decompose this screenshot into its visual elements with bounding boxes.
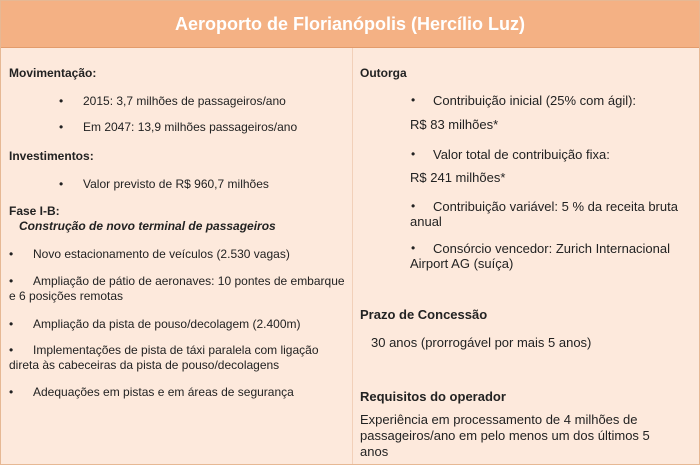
outorga-item: Consórcio vencedor: Zurich Internacional Airport AG (suíça): [410, 241, 671, 271]
prazo-heading: Prazo de Concessão: [360, 307, 488, 322]
bullet-icon: •: [9, 343, 14, 357]
bullet-icon: •: [9, 385, 14, 399]
investimentos-item: Valor previsto de R$ 960,7 milhões: [83, 177, 269, 191]
bullet-icon: •: [9, 247, 14, 261]
fase-item: Novo estacionamento de veículos (2.530 vagas): [33, 247, 290, 261]
movimentacao-item: 2015: 3,7 milhões de passageiros/ano: [83, 94, 286, 108]
bullet-icon: •: [411, 199, 416, 213]
fase-item: Implementações de pista de táxi paralela com ligação direta às cabeceiras da pista de pouso/decolagens: [9, 343, 319, 372]
movimentacao-item: Em 2047: 13,9 milhões passageiros/ano: [83, 120, 298, 134]
bullet-icon: •: [411, 147, 416, 161]
fase-item: Ampliação da pista de pouso/decolagem (2.400m): [33, 317, 301, 331]
fase-subheading: Construção de novo terminal de passageiros: [19, 219, 276, 233]
prazo-text: 30 anos (prorrogável por mais 5 anos): [371, 335, 592, 350]
bullet-icon: •: [59, 94, 64, 108]
bullet-icon: •: [411, 241, 416, 255]
bullet-icon: •: [9, 317, 14, 331]
investimentos-heading: Investimentos:: [9, 149, 94, 163]
bullet-icon: •: [411, 93, 416, 107]
requisitos-text: Experiência em processamento de 4 milhões de passageiros/ano em pelo menos um dos últimos 5 anos: [360, 412, 650, 459]
column-divider: [352, 48, 353, 464]
requisitos-heading: Requisitos do operador: [360, 389, 506, 404]
outorga-value: R$ 83 milhões*: [410, 117, 499, 132]
fase-item: Ampliação de pátio de aeronaves: 10 pontes de embarque e 6 posições remotas: [9, 274, 345, 303]
bullet-icon: •: [59, 177, 64, 191]
outorga-value: R$ 241 milhões*: [410, 170, 506, 185]
fase-item: Adequações em pistas e em áreas de segurança: [33, 385, 294, 399]
outorga-heading: Outorga: [360, 66, 407, 80]
outorga-item: Valor total de contribuição fixa:: [433, 147, 610, 162]
bullet-icon: •: [9, 274, 14, 288]
card-header: [1, 1, 699, 48]
movimentacao-heading: Movimentação:: [9, 66, 97, 80]
bullet-icon: •: [59, 120, 64, 134]
outorga-item: Contribuição variável: 5 % da receita bruta anual: [410, 199, 678, 229]
outorga-item: Contribuição inicial (25% com ágil):: [433, 93, 637, 108]
fase-heading: Fase I-B:: [9, 204, 60, 218]
page-title: Aeroporto de Florianópolis (Hercílio Luz): [174, 13, 525, 34]
